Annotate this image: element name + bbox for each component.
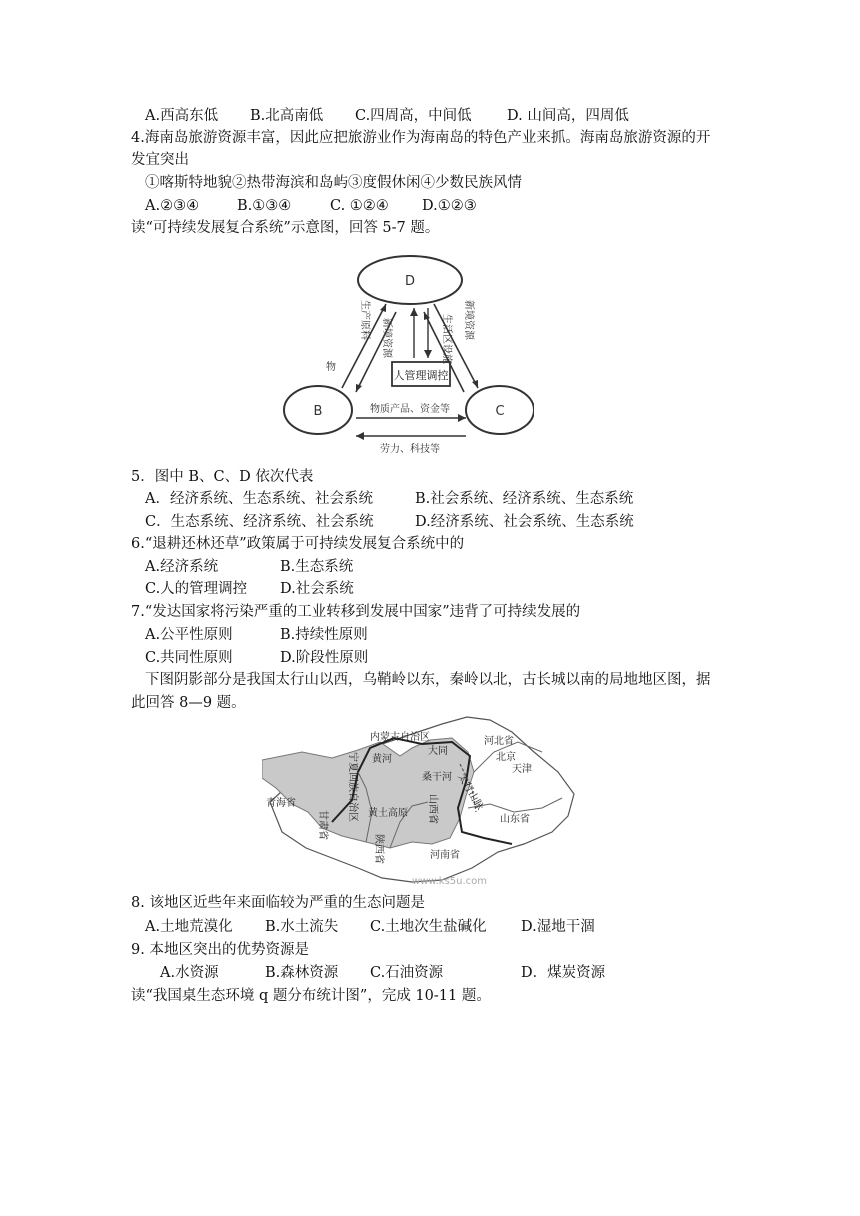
q5-option-c: C．生态系统、经济系统、社会系统	[145, 514, 374, 530]
q6-stem: 6.“退耕还林还草”政策属于可持续发展复合系统中的	[131, 536, 465, 552]
map-label-tianjin: 天津	[512, 764, 532, 775]
sustainability-diagram	[282, 252, 534, 462]
q5-option-a: A．经济系统、生态系统、社会系统	[145, 491, 373, 507]
intro-10-11: 读“我国桌生态环境 q 题分布统计图”，完成 10-11 题。	[131, 988, 491, 1004]
map-label-datong: 大同	[428, 746, 448, 757]
intro-8-9-line2: 此回答 8—9 题。	[131, 695, 246, 711]
map-label-ningxia: 宁夏回族自治区	[347, 752, 358, 822]
label-bottom-bottom: 劳力、科技等	[380, 444, 440, 455]
q7-option-c: C.共同性原则	[145, 650, 233, 666]
q8-option-d: D.湿地干涸	[521, 919, 595, 935]
map-label-loess: 黄土高原	[368, 808, 408, 819]
label-bottom-top: 物质产品、资金等	[370, 404, 450, 415]
map-label-gansu: 甘肃省	[317, 810, 328, 840]
q4-option-d: D.①②③	[422, 198, 477, 214]
label-right-outer: 新境资源	[463, 300, 474, 340]
q4-option-a: A.②③④	[145, 198, 200, 214]
node-b-label: B	[313, 404, 323, 419]
q6-option-c: C.人的管理调控	[145, 581, 248, 597]
q9-option-d: D．煤炭资源	[521, 965, 606, 981]
map-label-beijing: 北京	[496, 752, 516, 763]
label-left-inner: 新境资源	[381, 318, 392, 358]
label-left-outer: 生产原料	[359, 300, 370, 340]
q8-stem: 8. 该地区近些年来面临较为严重的生态问题是	[131, 895, 425, 911]
node-d-label: D	[404, 274, 416, 289]
map-label-shanxi: 山西省	[427, 794, 438, 824]
node-c-label: C	[495, 404, 505, 419]
intro-8-9-line1: 下图阴影部分是我国太行山以西，乌鞘岭以东，秦岭以北，古长城以南的局地地区图，据	[145, 672, 711, 688]
q3-option-c: C.四周高，中间低	[355, 108, 472, 124]
q9-stem: 9. 本地区突出的优势资源是	[131, 942, 309, 958]
label-right-inner: 生活区设施	[441, 314, 452, 364]
q5-option-b: B.社会系统、经济系统、生态系统	[415, 491, 634, 507]
q6-option-a: A.经济系统	[145, 559, 219, 575]
map-label-hebei: 河北省	[484, 736, 514, 747]
q5-option-d: D.经济系统、社会系统、生态系统	[415, 514, 634, 530]
q4-option-c: C. ①②④	[330, 198, 389, 214]
map-label-shaanxi: 陕西省	[373, 834, 384, 864]
q6-option-b: B.生态系统	[280, 559, 354, 575]
q9-option-a: A.水资源	[160, 965, 219, 981]
q7-stem: 7.“发达国家将污染严重的工业转移到发展中国家”违背了可持续发展的	[131, 604, 581, 620]
map-label-inner-mongolia: 内蒙古自治区	[370, 732, 430, 743]
map-label-sanggan: 桑干河	[422, 772, 452, 783]
map-label-shandong: 山东省	[500, 814, 530, 825]
q4-option-b: B.①③④	[237, 198, 292, 214]
q3-option-b: B.北高南低	[250, 108, 324, 124]
map-label-yellow-river: 黄河	[372, 754, 392, 765]
label-left-outer-2: 物	[326, 362, 336, 373]
q7-option-a: A.公平性原则	[145, 627, 233, 643]
q7-option-d: D.阶段性原则	[280, 650, 369, 666]
q9-option-b: B.森林资源	[265, 965, 339, 981]
map-label-qinghai: 青海省	[266, 798, 296, 809]
regional-map	[262, 712, 578, 890]
q5-stem: 5．图中 B、C、D 依次代表	[131, 469, 314, 485]
map-label-henan: 河南省	[430, 850, 460, 861]
map-watermark: www.ks5u.com	[412, 876, 488, 887]
q4-stem-line2: 发宜突出	[131, 152, 189, 168]
map-label-taihang: 太行山脉	[455, 772, 485, 813]
intro-5-7: 读“可持续发展复合系统”示意图，回答 5-7 题。	[131, 220, 440, 236]
q4-items: ①喀斯特地貌②热带海滨和岛屿③度假休闲④少数民族风情	[145, 175, 522, 191]
q8-option-b: B.水土流失	[265, 919, 339, 935]
q6-option-d: D.社会系统	[280, 581, 354, 597]
q8-option-a: A.土地荒漠化	[145, 919, 233, 935]
q3-option-d: D. 山间高，四周低	[507, 108, 629, 124]
q4-stem-line1: 4.海南岛旅游资源丰富，因此应把旅游业作为海南岛的特色产业来抓。海南岛旅游资源的开	[131, 130, 711, 146]
q3-option-a: A.西高东低	[145, 108, 219, 124]
q8-option-c: C.土地次生盐碱化	[370, 919, 487, 935]
q9-option-c: C.石油资源	[370, 965, 444, 981]
q7-option-b: B.持续性原则	[280, 627, 368, 643]
center-box-label: 人管理调控	[393, 369, 449, 382]
